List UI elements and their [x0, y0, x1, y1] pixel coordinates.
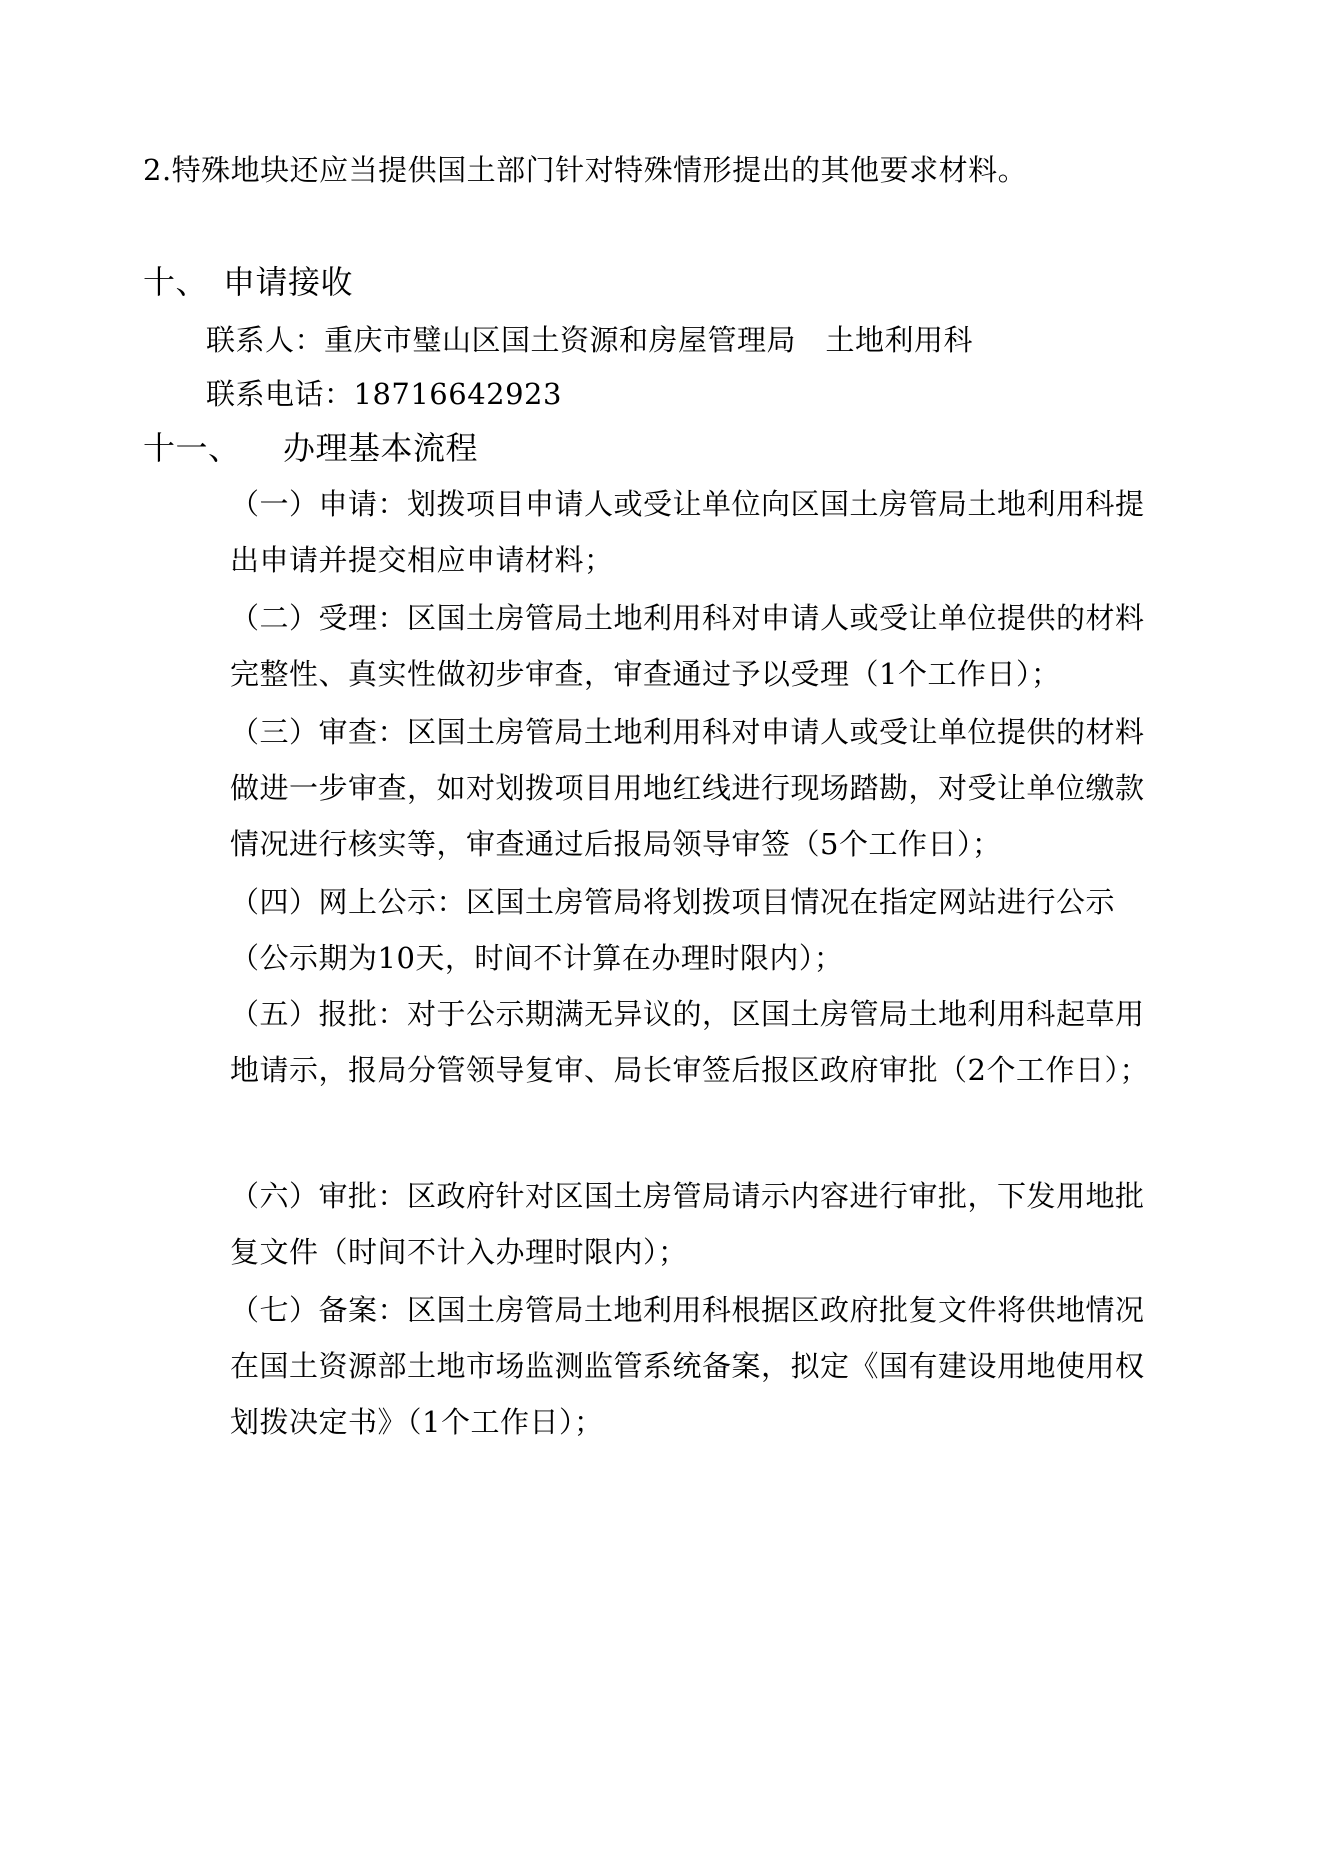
section-11-number: 十一、: [143, 429, 241, 467]
section-10-heading: [143, 262, 353, 302]
procedure-line: 做进一步审查，如对划拨项目用地红线进行现场踏勘，对受让单位缴款: [230, 771, 1145, 805]
procedure-line: 出申请并提交相应申请材料；: [230, 543, 614, 577]
procedure-line: 划拨决定书》（1个工作日）；: [230, 1405, 604, 1439]
contact-person: 联系人：重庆市璧山区国土资源和房屋管理局 土地利用科: [206, 323, 974, 357]
procedure-line: 在国土资源部土地市场监测监管系统备案，拟定《国有建设用地使用权: [230, 1349, 1145, 1383]
item-2-text: 2.特殊地块还应当提供国土部门针对特殊情形提出的其他要求材料。: [143, 153, 1028, 187]
procedure-line: （公示期为10天，时间不计算在办理时限内）；: [230, 941, 844, 975]
section-11-heading: [143, 428, 478, 468]
procedure-line: 地请示，报局分管领导复审、局长审签后报区政府审批（2个工作日）；: [230, 1053, 1149, 1087]
procedure-line: （七）备案：区国土房管局土地利用科根据区政府批复文件将供地情况: [230, 1293, 1145, 1327]
procedure-line: （六）审批：区政府针对区国土房管局请示内容进行审批，下发用地批: [230, 1179, 1145, 1213]
procedure-line: （三）审查：区国土房管局土地利用科对申请人或受让单位提供的材料: [230, 715, 1145, 749]
procedure-line: （一）申请：划拨项目申请人或受让单位向区国土房管局土地利用科提: [230, 487, 1145, 521]
section-10-title: 申请接收: [223, 263, 354, 301]
procedure-line: （五）报批：对于公示期满无异议的，区国土房管局土地利用科起草用: [230, 997, 1145, 1031]
procedure-line: 复文件（时间不计入办理时限内）；: [230, 1235, 688, 1269]
procedure-line: （四）网上公示：区国土房管局将划拨项目情况在指定网站进行公示: [230, 885, 1116, 919]
procedure-line: 情况进行核实等，审查通过后报局领导审签（5个工作日）；: [230, 827, 1002, 861]
procedure-line: （二）受理：区国土房管局土地利用科对申请人或受让单位提供的材料: [230, 601, 1145, 635]
procedure-line: 完整性、真实性做初步审查，审查通过予以受理（1个工作日）；: [230, 657, 1061, 691]
contact-phone: 联系电话：18716642923: [206, 377, 562, 411]
section-10-number: 十、: [143, 263, 209, 301]
section-11-title: 办理基本流程: [283, 429, 479, 467]
